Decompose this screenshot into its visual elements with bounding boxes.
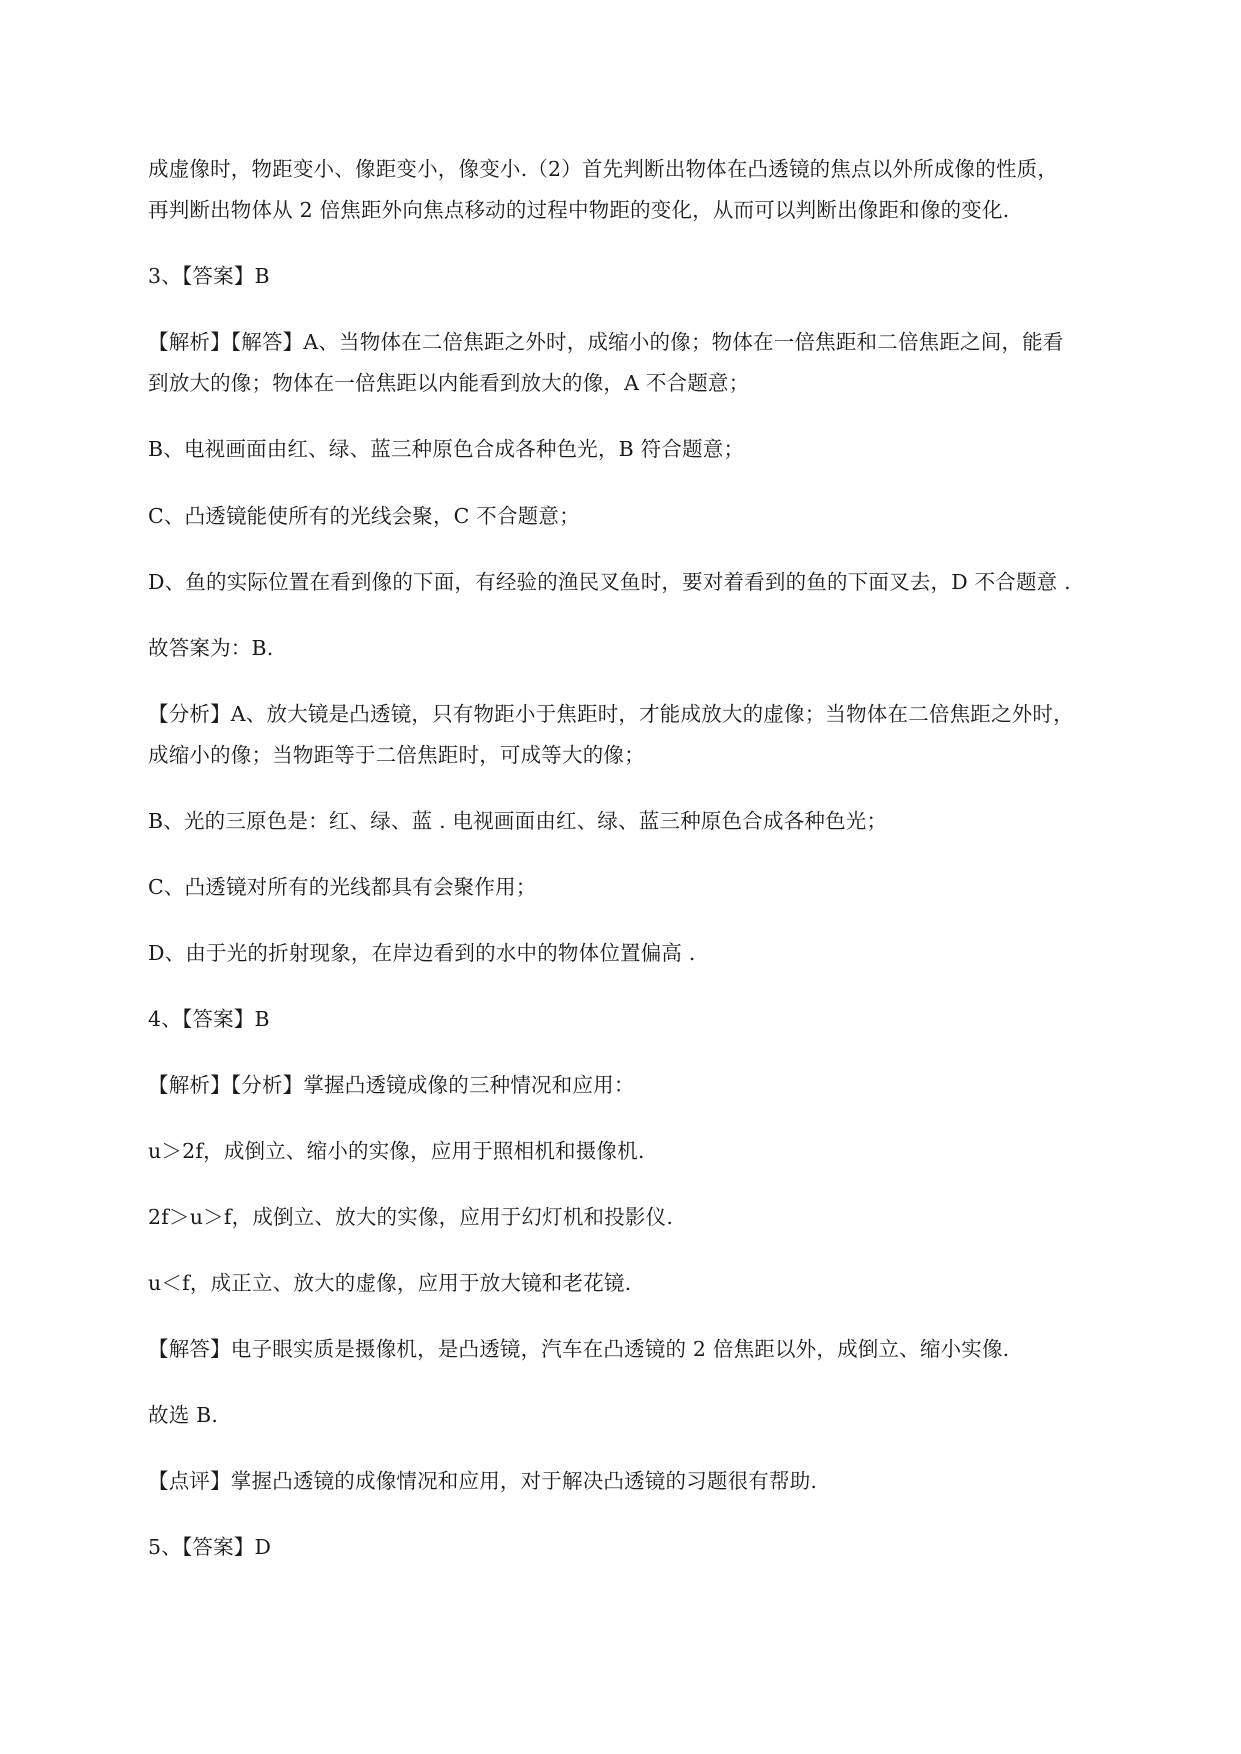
text-line: u＞2f，成倒立、缩小的实像，应用于照相机和摄像机.: [148, 1139, 645, 1163]
text-line: 成虚像时，物距变小、像距变小，像变小.（2）首先判断出物体在凸透镜的焦点以外所成像的性质，: [148, 157, 1059, 181]
text-line: C、凸透镜能使所有的光线会聚，C 不合题意；: [148, 504, 580, 528]
text-line: 【点评】掌握凸透镜的成像情况和应用，对于解决凸透镜的习题很有帮助.: [148, 1469, 818, 1493]
answer-heading-4: 4、【答案】B: [148, 1007, 270, 1031]
text-line: 故答案为：B.: [148, 636, 274, 660]
text-line: 故选 B.: [148, 1403, 219, 1427]
text-line: B、电视画面由红、绿、蓝三种原色合成各种色光，B 符合题意；: [148, 437, 745, 461]
text-line: C、凸透镜对所有的光线都具有会聚作用；: [148, 875, 537, 899]
text-line: 成缩小的像；当物距等于二倍焦距时，可成等大的像；: [148, 743, 645, 767]
text-line: 【解析】【解答】A、当物体在二倍焦距之外时，成缩小的像；物体在一倍焦距和二倍焦距之间，能看: [148, 330, 1064, 354]
text-line: 到放大的像；物体在一倍焦距以内能看到放大的像，A 不合题意；: [148, 371, 750, 395]
text-line: 【解答】电子眼实质是摄像机，是凸透镜，汽车在凸透镜的 2 倍焦距以外，成倒立、缩小实像.: [148, 1337, 1010, 1361]
text-line: B、光的三原色是：红、绿、蓝 . 电视画面由红、绿、蓝三种原色合成各种色光；: [148, 809, 888, 833]
text-line: 再判断出物体从 2 倍焦距外向焦点移动的过程中物距的变化，从而可以判断出像距和像的变化.: [148, 198, 1010, 222]
text-line: 【分析】A、放大镜是凸透镜，只有物距小于焦距时，才能成放大的虚像；当物体在二倍焦距之外时，: [148, 702, 1074, 726]
text-line: D、鱼的实际位置在看到像的下面，有经验的渔民叉鱼时，要对着看到的鱼的下面叉去，D 不合题意 .: [148, 570, 1071, 594]
text-line: D、由于光的折射现象，在岸边看到的水中的物体位置偏高 .: [148, 941, 696, 965]
text-line: u＜f，成正立、放大的虚像，应用于放大镜和老花镜.: [148, 1271, 632, 1295]
text-line: 2f＞u＞f，成倒立、放大的实像，应用于幻灯机和投影仪.: [148, 1205, 674, 1229]
answer-heading-3: 3、【答案】B: [148, 264, 270, 288]
answer-heading-5: 5、【答案】D: [148, 1535, 272, 1559]
text-line: 【解析】【分析】掌握凸透镜成像的三种情况和应用：: [148, 1073, 635, 1097]
